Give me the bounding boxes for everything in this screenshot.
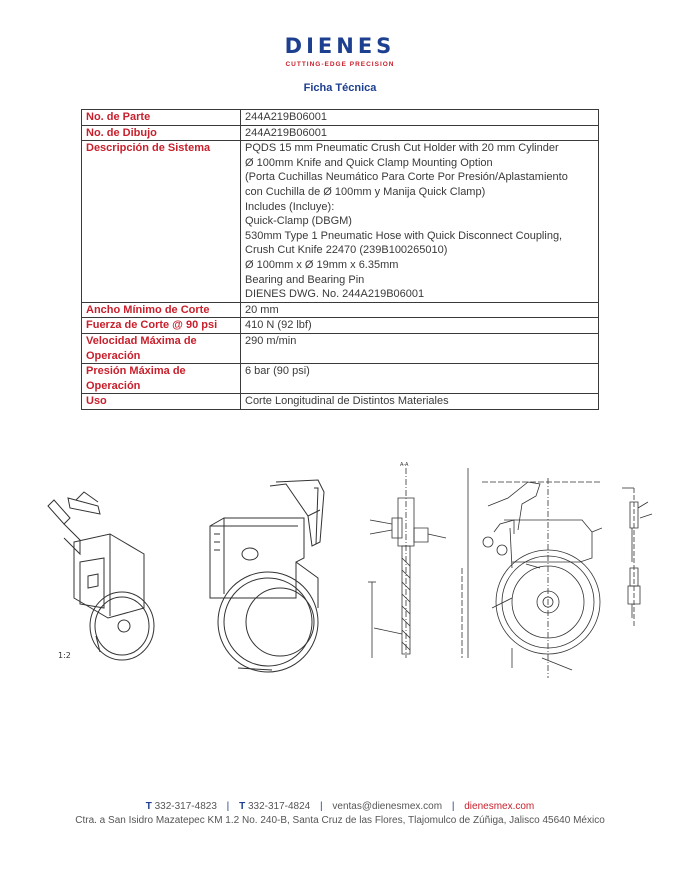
spec-value-line: Includes (Incluye): xyxy=(245,200,335,213)
spec-value-line: Quick-Clamp (DBGM) xyxy=(245,215,352,228)
spec-row xyxy=(82,125,599,141)
document-title: Ficha Técnica xyxy=(303,82,377,94)
spec-value-line: 6 bar (90 psi) xyxy=(245,365,310,378)
spec-label: Fuerza de Corte @ 90 psi xyxy=(82,318,241,334)
spec-value-line: con Cuchilla de Ø 100mm y Manija Quick Clamp) xyxy=(245,185,486,198)
dimensioned-side-drawing xyxy=(452,458,602,683)
logo-tagline: CUTTING-EDGE PRECISION xyxy=(285,61,395,68)
spec-value-line: 410 N (92 lbf) xyxy=(245,319,312,332)
isometric-view-drawing xyxy=(40,458,165,668)
spec-label: Uso xyxy=(82,394,241,410)
spec-value xyxy=(241,141,599,303)
phone-2: 332-317-4824 xyxy=(247,801,311,812)
spec-value-line: (Porta Cuchillas Neumático Para Corte Por Presión/Aplastamiento xyxy=(245,171,568,184)
separator: | xyxy=(451,801,455,812)
spec-value-line: PQDS 15 mm Pneumatic Crush Cut Holder with 20 mm Cylinder xyxy=(245,142,559,155)
spec-label: Ancho Mínimo de Corte xyxy=(82,302,241,318)
footer-address: Ctra. a San Isidro Mazatepec KM 1.2 No. 240-B, Santa Cruz de las Flores, Tlajomulco de Zúñiga, Jalisco 45640 México xyxy=(75,815,605,826)
iso-scale-label: 1:2 xyxy=(58,651,71,660)
side-view-drawing xyxy=(200,458,350,673)
phone-prefix: T xyxy=(239,801,246,812)
spec-row xyxy=(82,141,599,303)
spec-row xyxy=(82,302,599,318)
footer-contact-line xyxy=(0,800,680,814)
spec-value-line: 20 mm xyxy=(245,303,279,316)
spec-value xyxy=(241,110,599,126)
company-logo xyxy=(0,34,680,69)
email-link[interactable]: ventas@dienesmex.com xyxy=(332,801,443,812)
spec-value xyxy=(241,318,599,334)
website-link[interactable]: dienesmex.com xyxy=(464,801,535,812)
spec-value-line: Corte Longitudinal de Distintos Materiales xyxy=(245,395,449,408)
front-section-drawing xyxy=(362,458,450,673)
spec-row xyxy=(82,110,599,126)
spec-value xyxy=(241,302,599,318)
spec-row xyxy=(82,394,599,410)
spec-value-line: Bearing and Bearing Pin xyxy=(245,273,365,286)
spec-label: Velocidad Máxima de Operación xyxy=(82,333,241,363)
spec-value-line: Ø 100mm Knife and Quick Clamp Mounting Option xyxy=(245,156,493,169)
spec-table xyxy=(81,109,599,410)
spec-value-line: Crush Cut Knife 22470 (239B100265010) xyxy=(245,244,448,257)
spec-value xyxy=(241,333,599,363)
spec-value-line: DIENES DWG. No. 244A219B06001 xyxy=(245,288,425,301)
spec-row xyxy=(82,333,599,363)
phone-1: 332-317-4823 xyxy=(154,801,217,812)
spec-label: Presión Máxima de Operación xyxy=(82,364,241,394)
spec-label: No. de Dibujo xyxy=(82,125,241,141)
spec-label: Descripción de Sistema xyxy=(82,141,241,303)
spec-value-line: 244A219B06001 xyxy=(245,126,327,139)
spec-value xyxy=(241,364,599,394)
spec-value-line: 244A219B06001 xyxy=(245,111,327,123)
separator: | xyxy=(320,801,323,812)
spec-value-line: 530mm Type 1 Pneumatic Hose with Quick Disconnect Coupling, xyxy=(245,229,563,242)
spec-row xyxy=(82,364,599,394)
spec-value-line: Ø 100mm x Ø 19mm x 6.35mm xyxy=(245,258,399,271)
spec-value-line: 290 m/min xyxy=(245,334,297,347)
page-footer xyxy=(0,800,680,828)
spec-label: No. de Parte xyxy=(82,110,241,126)
spec-value xyxy=(241,394,599,410)
spec-value xyxy=(241,125,599,141)
section-label: A-A xyxy=(400,462,409,468)
phone-prefix: T xyxy=(145,801,152,812)
technical-drawings xyxy=(40,458,660,693)
detail-view-drawing xyxy=(620,458,660,628)
spec-row xyxy=(82,318,599,334)
separator: | xyxy=(226,801,230,812)
logo-wordmark: DIENES xyxy=(284,34,396,58)
